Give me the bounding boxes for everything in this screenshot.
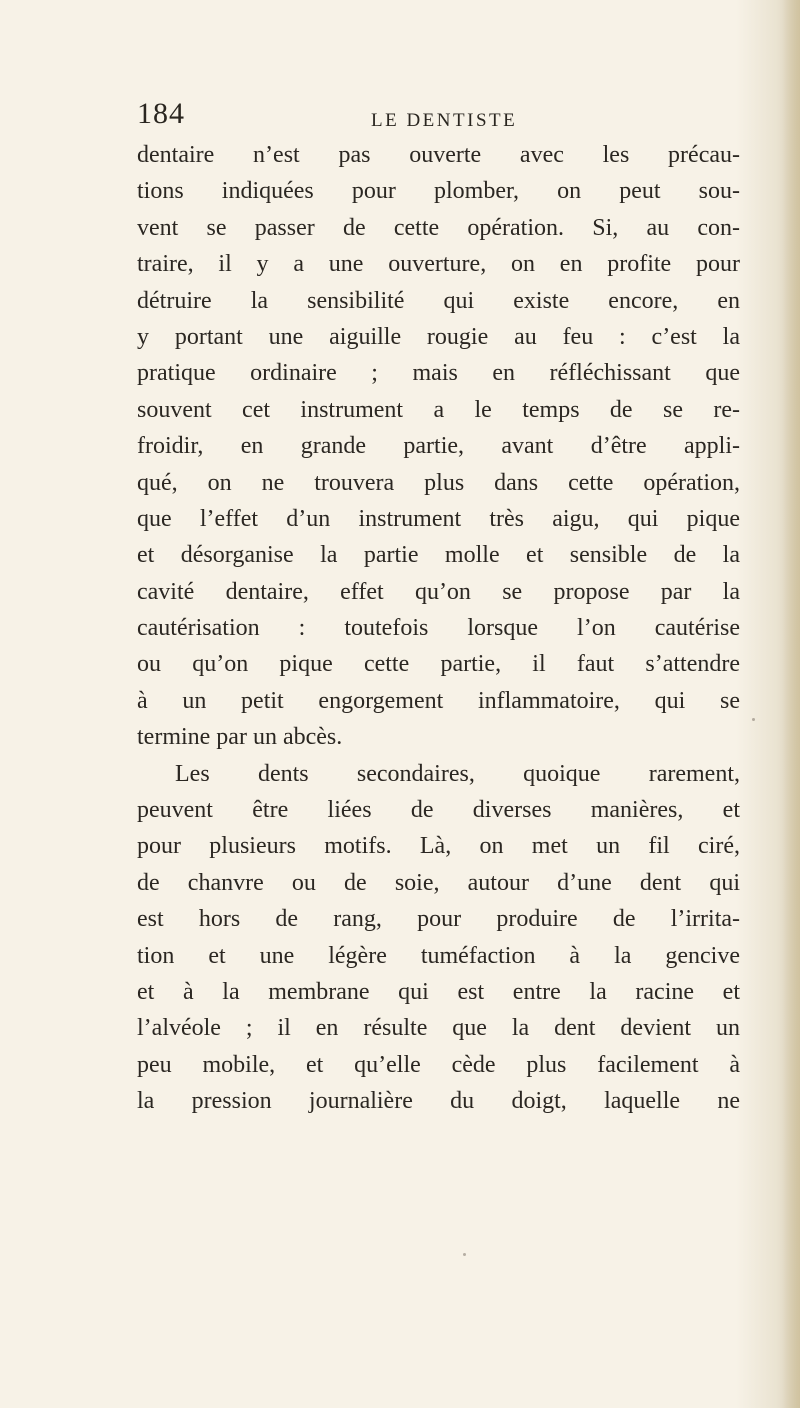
text-line: cavité dentaire, effet qu’on se propose par la: [137, 578, 740, 605]
text-line: dentaire n’est pas ouverte avec les précau-: [137, 142, 740, 168]
text-line: souvent cet instrument a le temps de se re-: [137, 396, 740, 423]
text-line: tion et une légère tuméfaction à la gencive: [137, 942, 740, 969]
text-line: qué, on ne trouvera plus dans cette opération,: [137, 469, 740, 496]
text-line: et à la membrane qui est entre la racine et: [137, 978, 740, 1005]
text-line: de chanvre ou de soie, autour d’une dent qui: [137, 869, 740, 896]
text-line: peuvent être liées de diverses manières, et: [137, 797, 740, 824]
paper-speck: [752, 718, 755, 721]
text-line: pour plusieurs motifs. Là, on met un fil ciré,: [137, 833, 740, 860]
text-line: peu mobile, et qu’elle cède plus facilement à: [137, 1051, 740, 1078]
text-line: y portant une aiguille rougie au feu : c’est la: [137, 323, 740, 350]
text-line: à un petit engorgement inflammatoire, qui se: [137, 687, 740, 714]
text-line: la pression journalière du doigt, laquelle ne: [137, 1088, 740, 1115]
text-line: et désorganise la partie molle et sensible de la: [137, 542, 740, 569]
running-title: LE DENTISTE: [371, 110, 518, 131]
text-line: tions indiquées pour plomber, on peut sou-: [137, 178, 740, 205]
text-line: vent se passer de cette opération. Si, au con-: [137, 214, 740, 241]
text-line: détruire la sensibilité qui existe encore, en: [137, 287, 740, 314]
text-line: que l’effet d’un instrument très aigu, qui pique: [137, 505, 740, 532]
text-line: traire, il y a une ouverture, on en profite pour: [137, 251, 740, 278]
paper-speck: [463, 1253, 466, 1256]
body-text: [137, 137, 740, 1120]
page-number: 184: [137, 97, 185, 130]
text-line: l’alvéole ; il en résulte que la dent devient un: [137, 1015, 740, 1042]
text-line: cautérisation : toutefois lorsque l’on cautérise: [137, 615, 740, 642]
text-line-paragraph-start: Les dents secondaires, quoique rarement,: [175, 760, 740, 787]
text-line-paragraph-end: termine par un abcès.: [137, 724, 343, 751]
text-line: froidir, en grande partie, avant d’être appli-: [137, 433, 740, 460]
text-line: ou qu’on pique cette partie, il faut s’attendre: [137, 651, 740, 678]
text-line: pratique ordinaire ; mais en réfléchissant que: [137, 360, 740, 387]
page-edge-shadow: [782, 0, 800, 1408]
text-line: est hors de rang, pour produire de l’irrita-: [137, 906, 740, 933]
page-header: [137, 97, 537, 137]
